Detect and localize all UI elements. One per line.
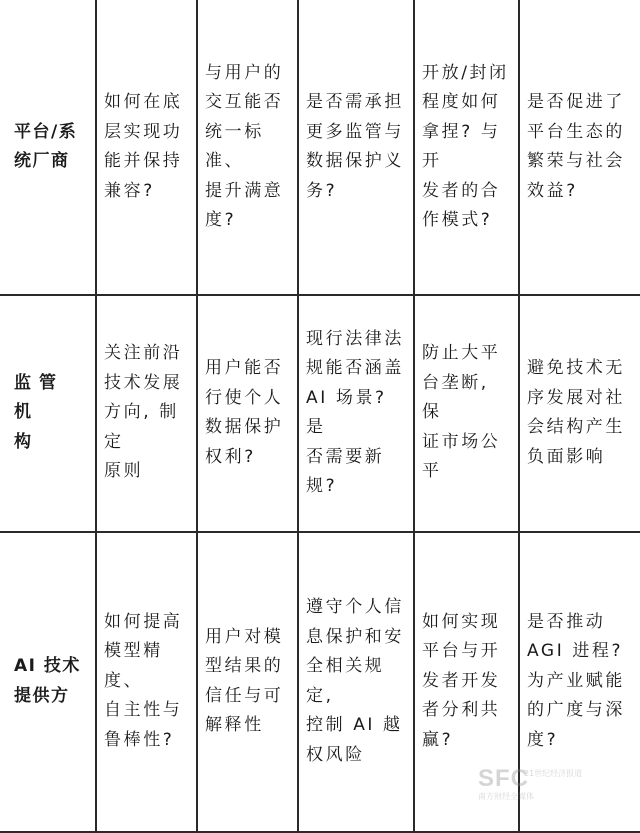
table-cell: 如何实现 平台与开 发者开发 者分利共 赢? (422, 611, 501, 750)
table-cell: 开放/封闭 程度如何 拿捏? 与开 发者的合 作模式? (422, 62, 509, 230)
watermark-logo (478, 765, 628, 805)
table-cell: 是否推动 AGI 进程? 为产业赋能 的广度与深 度? (527, 611, 625, 750)
table-cell: 关注前沿 技术发展 方向, 制定 原则 (104, 343, 183, 482)
table-cell: 现行法律法 规能否涵盖 AI 场景? 是 否需要新规? (306, 328, 404, 496)
table-cell: 如何在底 层实现功 能并保持 兼容? (104, 92, 183, 201)
table-cell: 避免技术无 序发展对社 会结构产生 负面影响 (527, 358, 625, 467)
table-cell: 如何提高 模型精度、 自主性与 鲁棒性? (104, 611, 183, 750)
row-header-platform: 平台/系 统厂商 (14, 121, 78, 171)
table-cell: 防止大平 台垄断, 保 证市场公 平 (422, 343, 501, 482)
table-cell: 遵守个人信 息保护和安 全相关规定, 控制 AI 越 权风险 (306, 597, 404, 765)
table-cell: 用户能否 行使个人 数据保护 权利? (205, 358, 284, 467)
row-header-ai-provider: AI 技术 提供方 (14, 656, 81, 706)
table-cell: 与用户的 交互能否 统一标准、 提升满意 度? (205, 62, 284, 230)
table-divider (0, 831, 640, 833)
watermark-line1: 21世纪经济报道 (524, 769, 583, 778)
watermark-line2: 南方财经全媒体 (478, 792, 534, 801)
row-header-regulator: 监管机 构 (14, 372, 64, 452)
table-cell: 是否需承担 更多监管与 数据保护义 务? (306, 92, 404, 201)
table-cell: 用户对模 型结果的 信任与可 解释性 (205, 626, 284, 735)
table-cell: 是否促进了 平台生态的 繁荣与社会 效益? (527, 92, 625, 201)
watermark-logo-mark: SFC (478, 765, 529, 792)
